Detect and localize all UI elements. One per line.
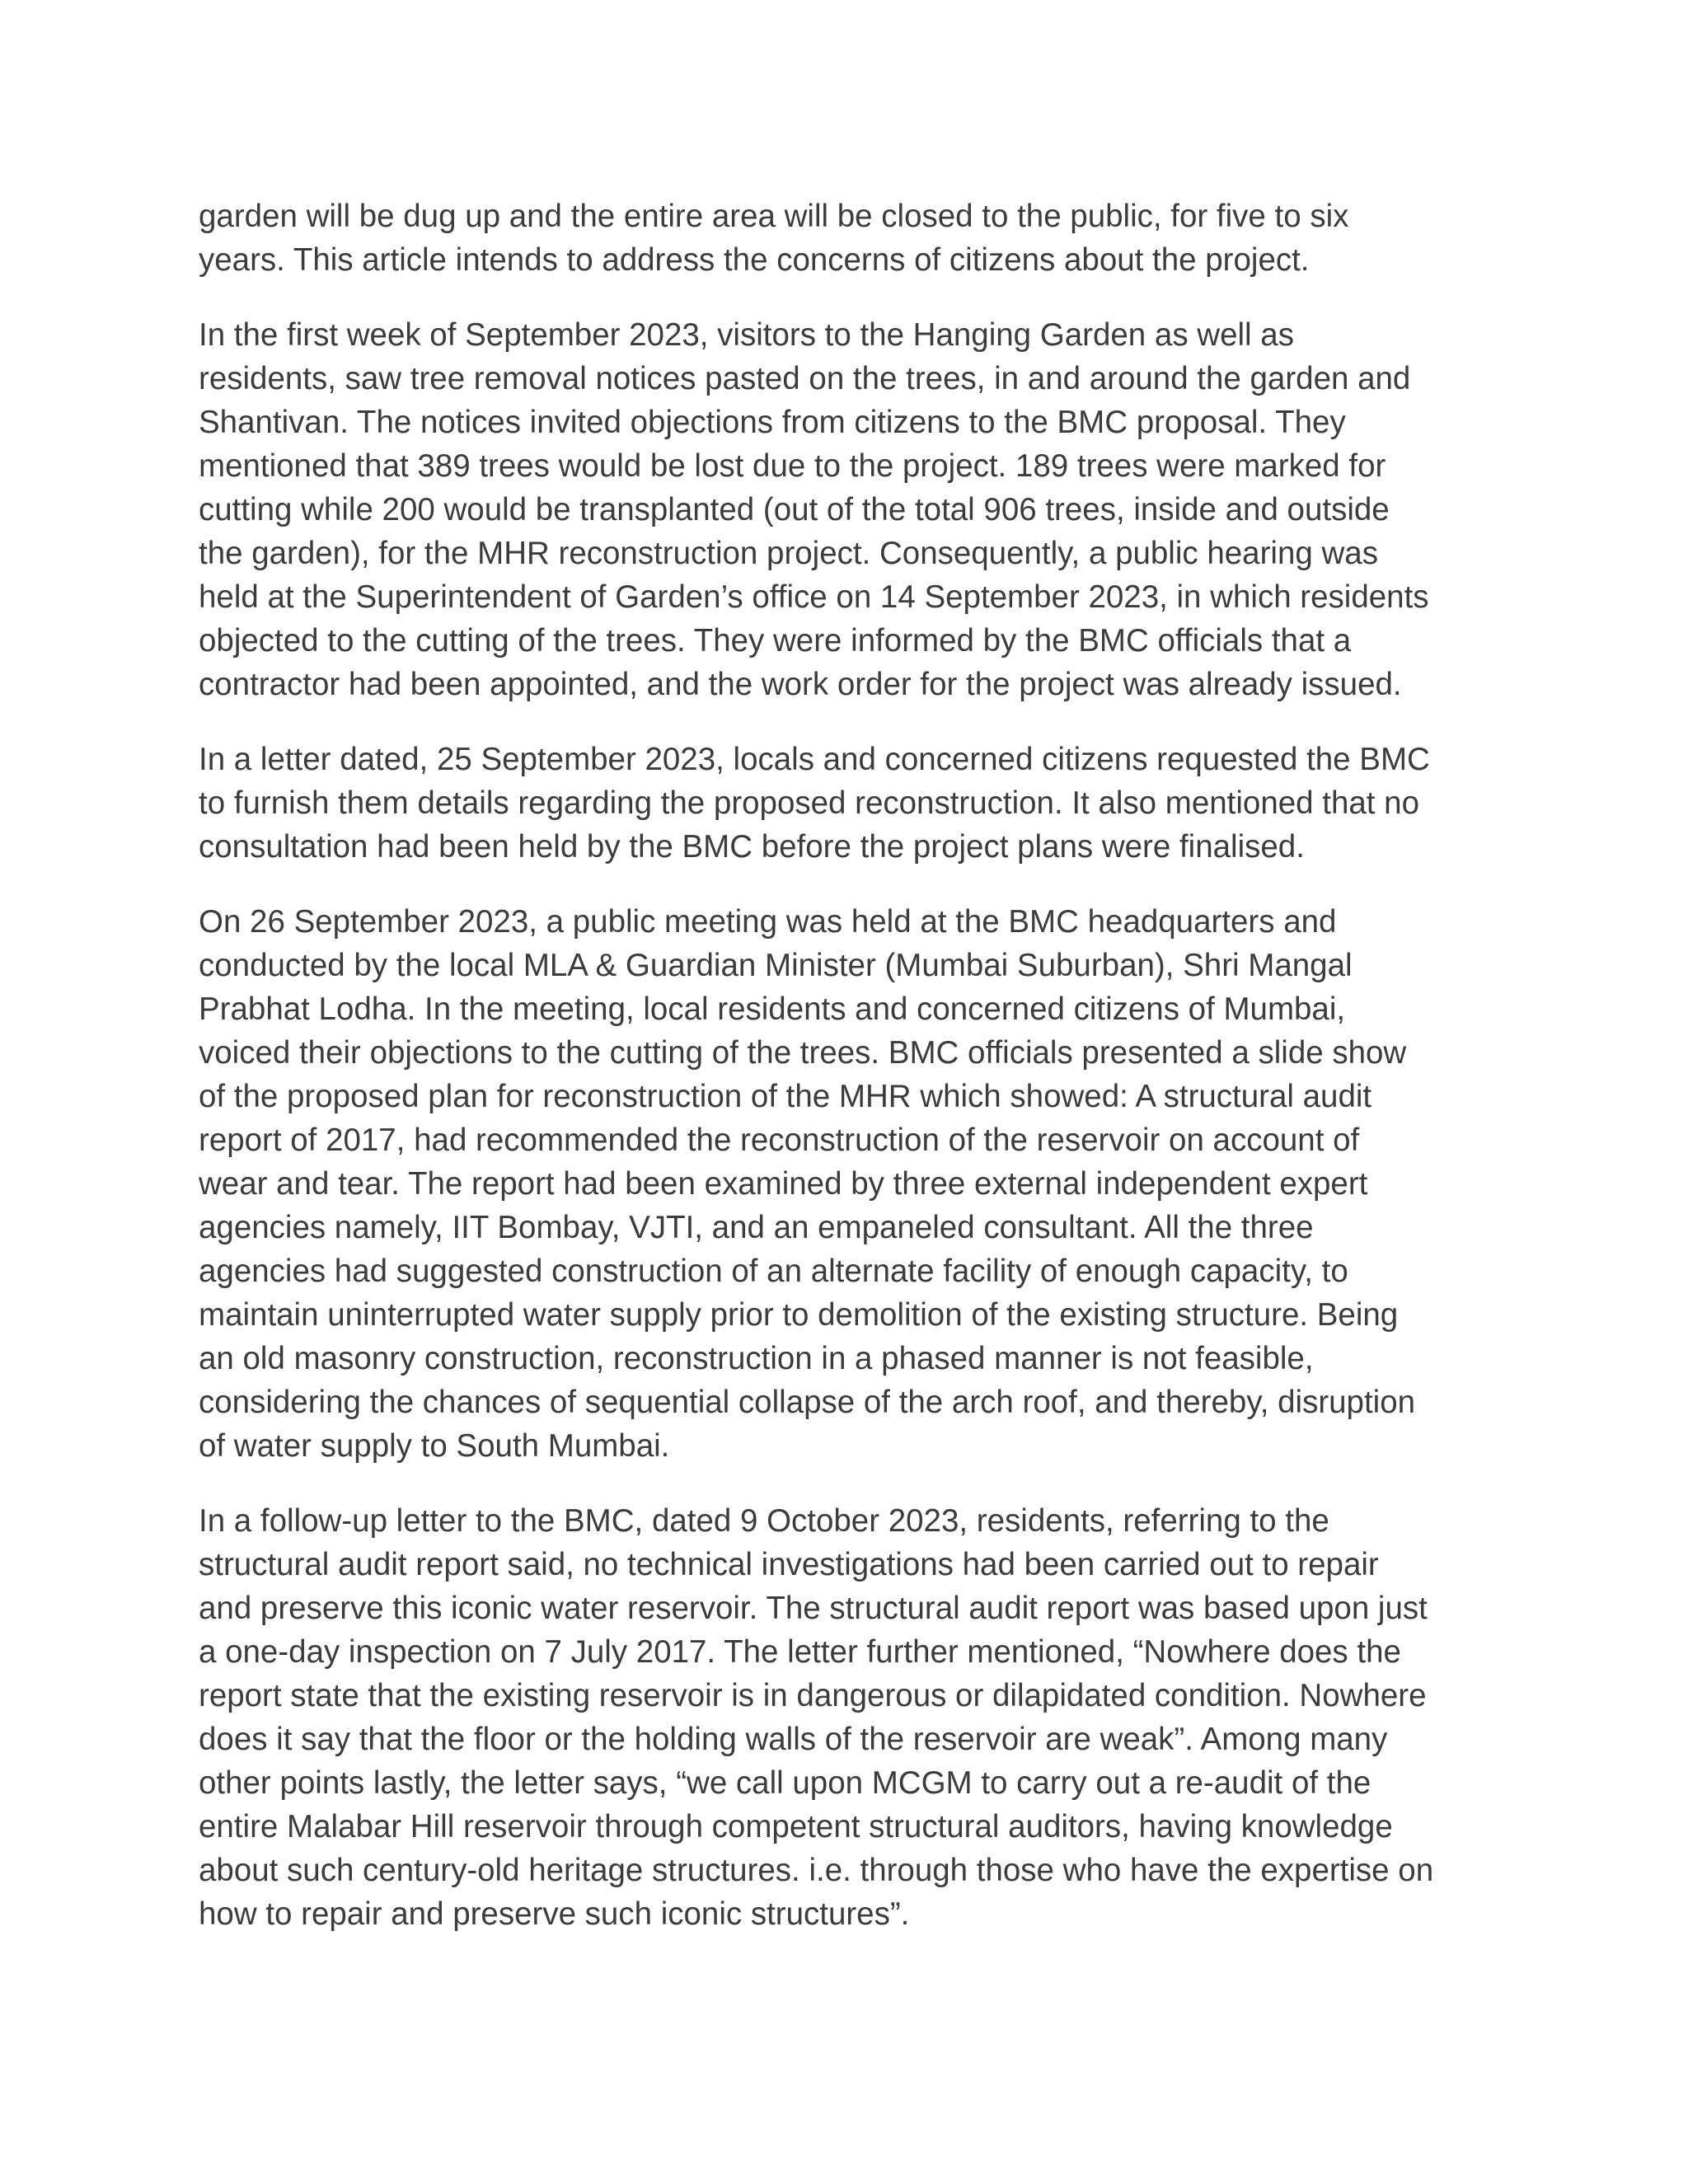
paragraph-3: In a letter dated, 25 September 2023, locals and concerned citizens requested the BMC to furnish them details regarding the proposed reconstruction. It also mentioned that no consultation had been held by the BMC before the project plans were finalised. bbox=[199, 742, 1430, 865]
paragraph-5: In a follow-up letter to the BMC, dated 9 October 2023, residents, referring to the structural audit report said, no technical investigations had been carried out to repair and preserve this iconic water reservoir. The structural audit report was based upon just a one-day inspection on 7 July 2017. The letter further mentioned, “Nowhere does the report state that the existing reservoir is in dangerous or dilapidated condition. Nowhere does it say that the floor or the holding walls of the reservoir are weak”. Among many other points lastly, the letter says, “we call upon MCGM to carry out a re-audit of the entire Malabar Hill reservoir through competent structural auditors, having knowledge about such century-old heritage structures. i.e. through those who have the expertise on how to repair and preserve such iconic structures”. bbox=[199, 1503, 1434, 1932]
article-body bbox=[199, 194, 1501, 1967]
paragraph-2: In the first week of September 2023, visitors to the Hanging Garden as well as residents, saw tree removal notices pasted on the trees, in and around the garden and Shantivan. The notices invited objections from citizens to the BMC proposal. They mentioned that 389 trees would be lost due to the project. 189 trees were marked for cutting while 200 would be transplanted (out of the total 906 trees, inside and outside the garden), for the MHR reconstruction project. Consequently, a public hearing was held at the Superintendent of Garden’s office on 14 September 2023, in which residents objected to the cutting of the trees. They were informed by the BMC officials that a contractor had been appointed, and the work order for the project was already issued. bbox=[199, 317, 1429, 702]
paragraph-1: garden will be dug up and the entire area will be closed to the public, for five to six years. This article intends to address the concerns of citizens about the project. bbox=[199, 199, 1349, 278]
paragraph-4: On 26 September 2023, a public meeting was held at the BMC headquarters and conducted by the local MLA & Guardian Minister (Mumbai Suburban), Shri Mangal Prabhat Lodha. In the meeting, local residents and concerned citizens of Mumbai, voiced their objections to the cutting of the trees. BMC officials presented a slide show of the proposed plan for reconstruction of the MHR which showed: A structural audit report of 2017, had recommended the reconstruction of the reservoir on account of wear and tear. The report had been examined by three external independent expert agencies namely, IIT Bombay, VJTI, and an empaneled consultant. All the three agencies had suggested construction of an alternate facility of enough capacity, to maintain uninterrupted water supply prior to demolition of the existing structure. Being an old masonry construction, reconstruction in a phased manner is not feasible, considering the chances of sequential collapse of the arch roof, and thereby, disruption of water supply to South Mumbai. bbox=[199, 904, 1416, 1464]
